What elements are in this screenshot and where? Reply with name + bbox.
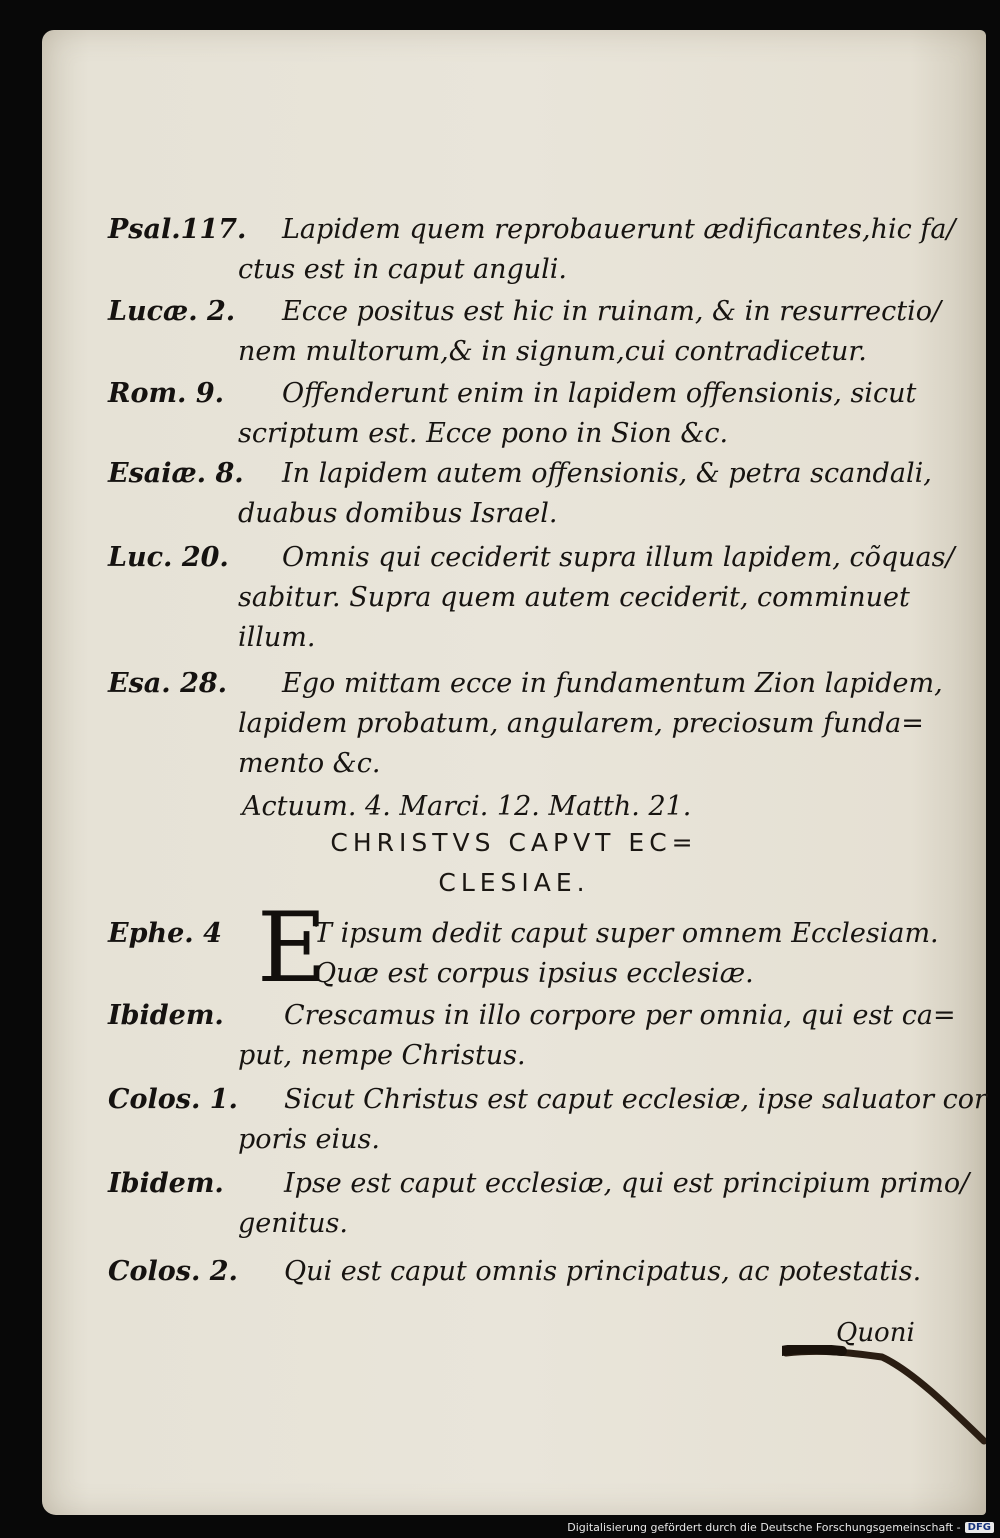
- digitization-credit: [567, 1521, 994, 1534]
- dfg-logo-icon: DFG: [965, 1522, 994, 1533]
- section-heading: CHRISTVS CAPVT EC=: [330, 828, 698, 857]
- verse-line: nem multorum,& in signum,cui contradicetur.: [238, 336, 867, 367]
- verse-line: lapidem probatum, angularem, preciosum funda=: [238, 708, 924, 739]
- verse-line: sabitur. Supra quem autem ceciderit, comminuet: [238, 582, 910, 613]
- scripture-entry: [42, 914, 986, 1004]
- book-page: [42, 30, 986, 1515]
- verse-line: Omnis qui ceciderit supra illum lapidem, cõquas/: [282, 542, 955, 573]
- scripture-entry: [42, 1164, 986, 1254]
- scripture-reference: Ephe. 4: [108, 918, 222, 949]
- scripture-entry: [42, 664, 986, 794]
- section-heading: CLESIAE.: [438, 868, 590, 897]
- scripture-entry: [42, 1080, 986, 1170]
- credit-text: Digitalisierung gefördert durch die Deutsche Forschungsgemeinschaft -: [567, 1521, 961, 1534]
- scripture-entry: [42, 374, 986, 464]
- scripture-reference: Lucæ. 2.: [108, 296, 236, 327]
- verse-line: illum.: [238, 622, 316, 653]
- scripture-entry: [42, 538, 986, 668]
- scripture-reference: Ibidem.: [108, 1168, 224, 1199]
- scripture-entry: [42, 210, 986, 300]
- verse-line: Crescamus in illo corpore per omnia, qui est ca=: [284, 1000, 956, 1031]
- scripture-reference: Esa. 28.: [108, 668, 228, 699]
- verse-line: genitus.: [238, 1208, 348, 1239]
- drop-cap: E: [257, 892, 328, 1004]
- scripture-reference: Esaiæ. 8.: [108, 458, 244, 489]
- verse-line: duabus domibus Israel.: [238, 498, 558, 529]
- verse-line: Lapidem quem reprobauerunt ædificantes,hic fa/: [282, 214, 956, 245]
- verse-line: Offenderunt enim in lapidem offensionis, sicut: [282, 378, 917, 409]
- catchword: Quoni: [836, 1318, 915, 1348]
- verse-line: T ipsum dedit caput super omnem Ecclesiam.: [314, 918, 939, 949]
- scripture-entry: [42, 996, 986, 1086]
- verse-line: put, nempe Christus.: [238, 1040, 526, 1071]
- ink-stain-icon: [782, 1345, 986, 1465]
- verse-line: poris eius.: [238, 1124, 380, 1155]
- scripture-entry: [42, 454, 986, 544]
- scripture-reference: Luc. 20.: [108, 542, 229, 573]
- verse-line: ctus est in caput anguli.: [238, 254, 568, 285]
- verse-line: Qui est caput omnis principatus, ac potestatis.: [284, 1256, 922, 1287]
- verse-line: Sicut Christus est caput ecclesiæ, ipse saluator cor: [284, 1084, 987, 1115]
- scripture-reference: Ibidem.: [108, 1000, 224, 1031]
- scripture-reference: Colos. 2.: [108, 1256, 238, 1287]
- scripture-reference: Colos. 1.: [108, 1084, 238, 1115]
- verse-line: In lapidem autem offensionis, & petra scandali,: [282, 458, 932, 489]
- verse-line: scriptum est. Ecce pono in Sion &c.: [238, 418, 729, 449]
- scripture-reference: Rom. 9.: [108, 378, 225, 409]
- verse-line: Ecce positus est hic in ruinam, & in resurrectio/: [282, 296, 942, 327]
- cross-reference-line: Actuum. 4. Marci. 12. Matth. 21.: [242, 791, 692, 822]
- scripture-entry: [42, 292, 986, 382]
- verse-line: Ipse est caput ecclesiæ, qui est principium primo/: [284, 1168, 970, 1199]
- scripture-reference: Psal.117.: [108, 214, 247, 245]
- verse-line: Ego mittam ecce in fundamentum Zion lapidem,: [282, 668, 943, 699]
- verse-line: mento &c.: [238, 748, 381, 779]
- verse-line: Quæ est corpus ipsius ecclesiæ.: [314, 958, 754, 989]
